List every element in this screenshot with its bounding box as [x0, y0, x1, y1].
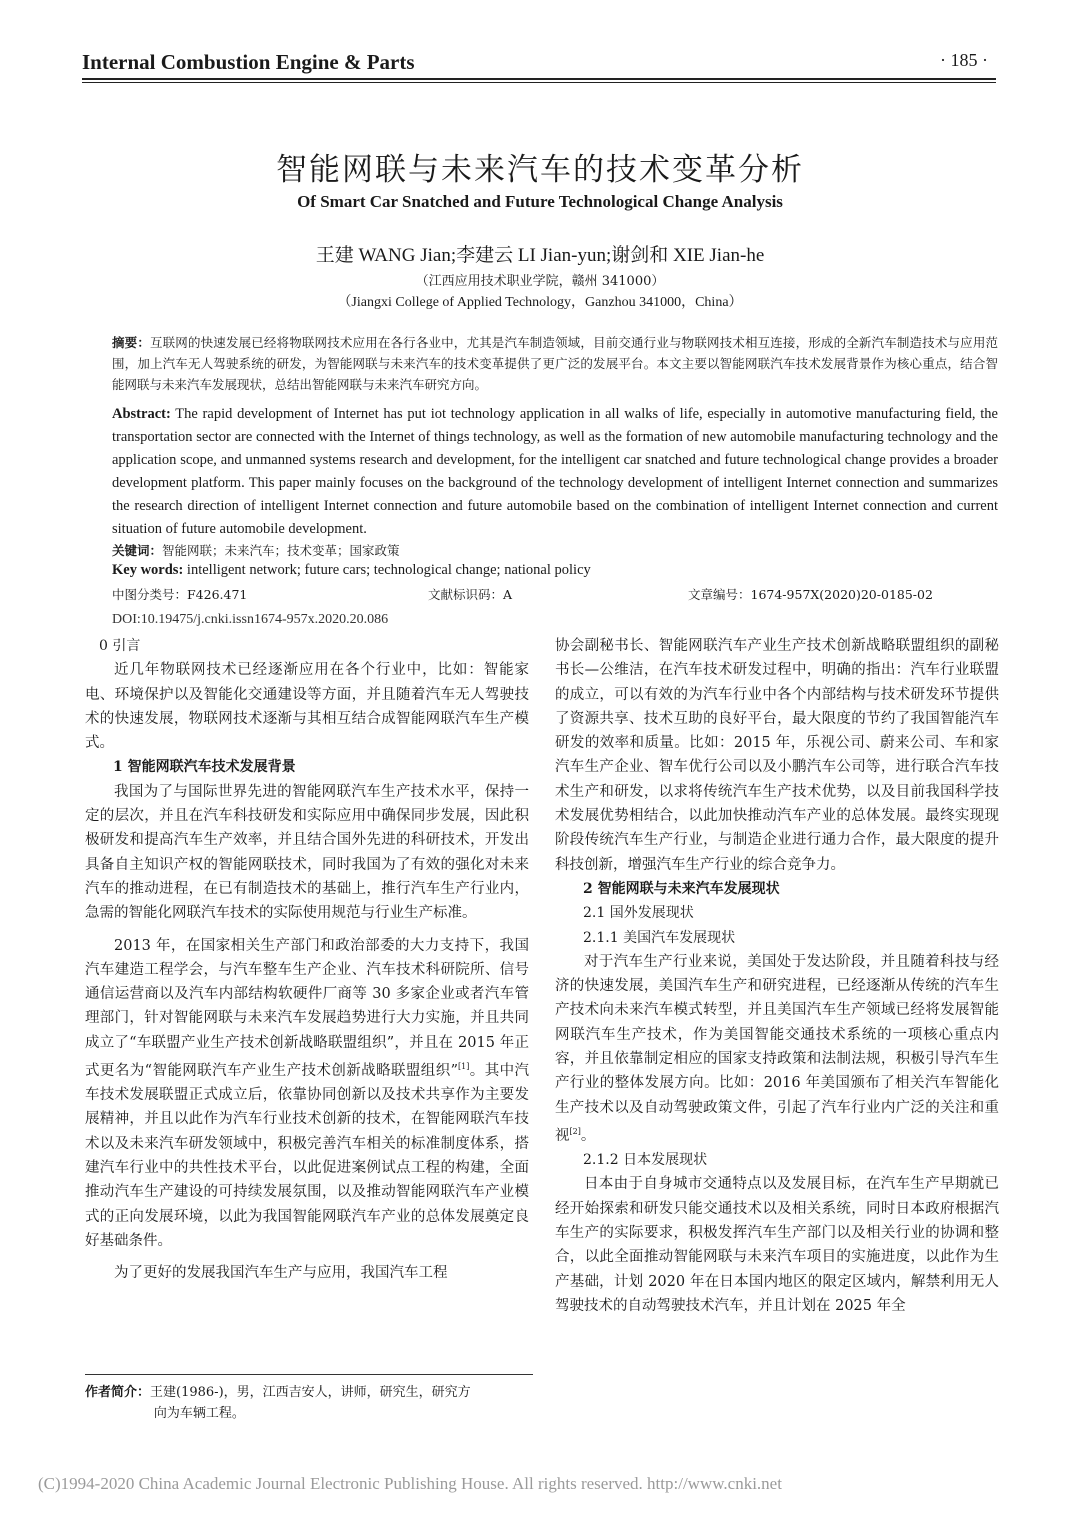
section-heading: 1 智能网联汽车技术发展背景: [113, 759, 296, 776]
document-code: 文献标识码：A: [428, 587, 513, 602]
affiliation-en: （Jiangxi College of Applied Technology，Ganzhou 341000，China）: [337, 295, 743, 310]
keywords-zh: [112, 541, 400, 559]
header-rule-thin: [82, 82, 996, 83]
paragraph-text: 2013 年，在国家相关生产部门和政治部委的大力支持下，我国汽车建造工程学会，与汽车整车生产企业、汽车技术科研院所、信号通信运营商以及汽车内部结构软硬件厂商等 30 多家企业或者汽车管理部门，针对智能网联与未来汽车发展趋势进行大力实施，并且共同成立了“车联盟产业生产技术创新战略联盟组织”，并且在 2015 年正式更名为“智能网联汽车产业生产技术创新战略联盟组织”: [85, 937, 529, 1079]
paragraph: 日本由于自身城市交通特点以及发展目标，在汽车生产早期就已经开始探索和研发只能交通技术以及相关系统，同时日本政府根据汽车生产的实际要求，积极发挥汽车生产部门以及相关行业的协调和整合，以此全面推动智能网联与未来汽车项目的实施进度，以此作为生产基础，计划 2020 年在日本国内地区的限定区域内，解禁利用无人驾驶技术的自动驾驶技术汽车，并且计划在 2025 年全: [555, 1176, 999, 1314]
keywords-zh-text: 智能网联；未来汽车；技术变革；国家政策: [162, 543, 400, 558]
section-heading: 2 智能网联与未来汽车发展现状: [583, 880, 780, 897]
footnote-rule: [85, 1374, 533, 1375]
paragraph-text: 。其中汽车技术发展联盟正式成立后，依靠协同创新以及技术共享作为主要发展精神，并且以此作为汽车行业技术创新的技术，在智能网联汽车技术以及未来汽车研发领域中，积极完善汽车相关的标准制度体系，搭建汽车行业中的共性技术平台，以此促进案例试点工程的构建，全面推动汽车生产建设的可持续发展氛围，以及推动智能网联汽车产业模式的正向发展环境，以此为我国智能网联汽车产业的总体发展奠定良好基础条件。: [85, 1062, 530, 1249]
author-footnote: [85, 1382, 529, 1424]
paragraph-text: 。: [580, 1127, 596, 1144]
keywords-en: [112, 562, 591, 579]
citation[interactable]: [2]: [569, 1126, 581, 1136]
header-rule: [82, 78, 996, 80]
citation[interactable]: [1]: [458, 1062, 470, 1072]
subsection-heading: 2.1.2 日本发展现状: [583, 1152, 708, 1169]
subsection-heading: 2.1.1 美国汽车发展现状: [583, 929, 736, 946]
paragraph: [555, 950, 999, 1148]
journal-title: Internal Combustion Engine & Parts: [82, 50, 415, 74]
abstract-zh: [112, 332, 998, 395]
right-column: [555, 634, 999, 1318]
article-title-zh: 智能网联与未来汽车的技术变革分析: [276, 152, 804, 188]
article-number: 文章编号：1674-957X(2020)20-0185-02: [688, 587, 933, 602]
paragraph-text: 对于汽车生产行业来说，美国处于发达阶段，并且随着科技与经济的快速发展，美国汽车生产和研究进程，已经逐渐从传统的汽车生产技术向未来汽车模式转型，并且美国汽车生产领域已经将发展智能网联汽车生产技术，作为美国智能交通技术系统的一项核心重点内容，并且依靠制定相应的国家支持政策和法制法规，积极引导汽车生产行业的整体发展方向。比如：2016 年美国颁布了相关汽车智能化生产技术以及自动驾驶政策文件，引起了汽车行业内广泛的关注和重视: [555, 953, 999, 1144]
doi-link[interactable]: DOI:10.19475/j.cnki.issn1674-957x.2020.20.086: [112, 612, 389, 627]
abstract-en: [112, 403, 998, 541]
left-column: [85, 634, 529, 1286]
paragraph: 协会副秘书长、智能网联汽车产业生产技术创新战略联盟组织的副秘书长—公维洁，在汽车技术研发过程中，明确的指出：汽车行业联盟的成立，可以有效的为汽车行业中各个内部结构与技术研发环节提供了资源共享、技术互助的良好平台，最大限度的节约了我国智能汽车研发的效率和质量。比如：2015 年，乐视公司、蔚来公司、车和家汽车生产企业、智车优行公司以及小鹏汽车公司等，进行联合汽车技术生产和研发，以求将传统汽车生产技术优势，以及目前我国科学技术发展优势相结合，以此加快推动汽车产业的总体发展。最终实现现阶段传统汽车生产行业，与制造企业进行通力合作，最大限度的提升科技创新，增强汽车生产行业的综合竞争力。: [555, 638, 999, 873]
authors: 王建 WANG Jian;李建云 LI Jian-yun;谢剑和 XIE Jian-he: [315, 245, 765, 266]
affiliation-zh: （江西应用技术职业学院，赣州 341000）: [415, 274, 665, 289]
paragraph: [85, 934, 529, 1254]
copyright-watermark: (C)1994-2020 China Academic Journal Electronic Publishing House. All rights reserved. http://www.cnki.net: [38, 1474, 782, 1493]
page-number: · 185 ·: [940, 50, 988, 70]
keywords-en-label: Key words:: [112, 562, 184, 578]
abstract-zh-label: 摘要：: [112, 335, 150, 350]
article-title-en: Of Smart Car Snatched and Future Technological Change Analysis: [297, 192, 783, 211]
section-heading: 0 引言: [99, 638, 141, 654]
footnote-line: [85, 1382, 529, 1403]
paragraph: 我国为了与国际世界先进的智能网联汽车生产技术水平，保持一定的层次，并且在汽车科技研发和实际应用中确保同步发展，因此积极研发和提高汽车生产效率，并且结合国外先进的科研技术，开发出具备自主知识产权的智能网联技术，同时我国为了有效的强化对未来汽车的推动进程，在已有制造技术的基础上，推行汽车生产行业内，急需的智能化网联汽车技术的实际使用规范与行业生产标准。: [85, 783, 529, 922]
footnote-label: 作者简介：: [85, 1385, 151, 1400]
abstract-en-text: The rapid development of Internet has put iot technology application in all walks of life, especially in automotive manufacturing field, the transportation sector are connected with the Internet of things technology, as well as the formation of new automobile manufacturing technology and the application scope, and unmanned systems research and development, for the intelligent car snatched and future technological change provides a broader development platform. This paper mainly focuses on the background of the technology development of intelligent Internet connection and summarizes the research direction of intelligent Internet connection and future automobile based on the combination of intelligent Internet connection and current situation of future automobile development.: [112, 406, 998, 537]
keywords-zh-label: 关键词：: [112, 543, 163, 558]
footnote-text: 王建(1986-)，男，江西吉安人，讲师，研究生，研究方: [150, 1385, 471, 1400]
subsection-heading: 2.1 国外发展现状: [583, 905, 694, 922]
abstract-en-label: Abstract:: [112, 406, 171, 422]
paragraph: 近几年物联网技术已经逐渐应用在各个行业中，比如：智能家电、环境保护以及智能化交通建设等方面，并且随着汽车无人驾驶技术的快速发展，物联网技术逐渐与其相互结合成智能网联汽车生产模式。: [85, 662, 529, 752]
footnote-line: 向为车辆工程。: [153, 1406, 245, 1421]
keywords-en-text: intelligent network; future cars; technological change; national policy: [186, 562, 591, 578]
paragraph: 为了更好的发展我国汽车生产与应用，我国汽车工程: [114, 1265, 448, 1282]
clc-number: 中图分类号：F426.471: [112, 587, 248, 602]
abstract-zh-text: 互联网的快速发展已经将物联网技术应用在各行各业中，尤其是汽车制造领域，目前交通行业与物联网技术相互连接，形成的全新汽车制造技术与应用范围，加上汽车无人驾驶系统的研发，为智能网联与未来汽车的技术变革提供了更广泛的发展平台。本文主要以智能网联汽车技术发展背景作为核心重点，结合智能网联与未来汽车发展现状，总结出智能网联与未来汽车研究方向。: [112, 335, 998, 392]
